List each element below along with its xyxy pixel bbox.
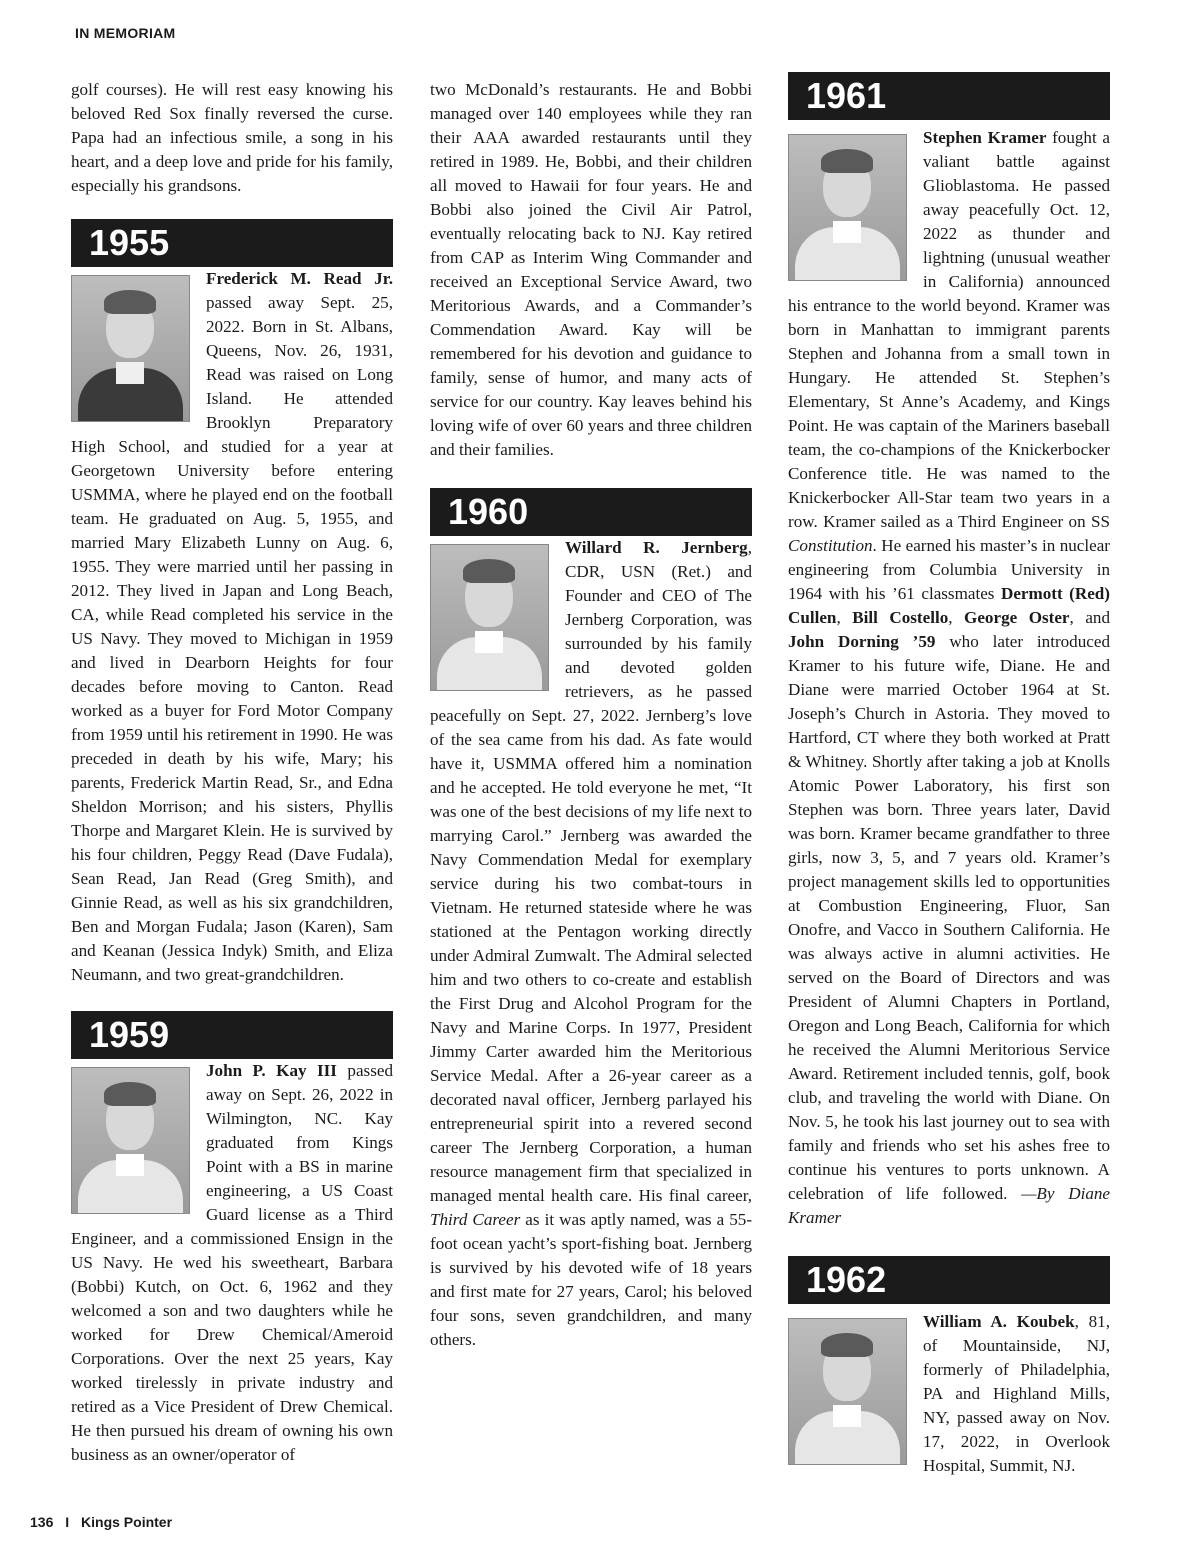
- footer-separator: I: [65, 1514, 70, 1530]
- year-banner-1961: 1961: [788, 72, 1110, 120]
- portrait-stephen-kramer: [788, 134, 907, 281]
- name-willard-jernberg: Willard R. Jernberg: [565, 538, 748, 557]
- byline: —By Diane Kramer: [788, 1184, 1111, 1227]
- page-number: 136: [30, 1514, 54, 1530]
- obituary-jernberg: Willard R. Jernberg, CDR, USN (Ret.) and Founder and CEO of The Jernberg Corporation, was surrounded by his family and devoted golden retrievers, as he passed peacefully on Sept. 27, 2022. Jernberg’s love of the sea came from his dad. As fate would have it, USMMA offered him a nomination and he accepted. He told everyone he met, “It was one of the best decisions of my life next to marrying Carol.” Jernberg was awarded the Navy Commendation Medal for exemplary service during his two combat-tours in Vietnam. He returned stateside where he was stationed at the Pentagon working directly under Admiral Zumwalt. The Admiral selected him and two others to co-create and establish the First Drug and Alcohol Program for the Navy and Marine Corps. In 1977, President Jimmy Carter awarded him the Meritorious Service Medal. After a 26-year career as a decorated naval officer, Jernberg parlayed his entrepreneurial spirit into a revered second career The Jernberg Corporation, a human resource management firm that specialized in managed mental health care. His final career, Third Career as it was aptly named, was a 55-foot ocean yacht’s sport-fishing boat. Jernberg is survived by his devoted wife of 18 years and first mate for 27 years, Carol; his beloved four sons, seven grandchildren, and many others.: [430, 538, 753, 1349]
- year-banner-1962: 1962: [788, 1256, 1110, 1304]
- year-banner-1959: 1959: [71, 1011, 393, 1059]
- page-footer: [30, 1514, 172, 1530]
- portrait-willard-jernberg: [430, 544, 549, 691]
- portrait-frederick-read: [71, 275, 190, 422]
- column-3: [788, 72, 1110, 1478]
- portrait-john-kay: [71, 1067, 190, 1214]
- portrait-william-koubek: [788, 1318, 907, 1465]
- name-william-koubek: William A. Koubek: [923, 1312, 1075, 1331]
- name-john-kay: John P. Kay III: [206, 1061, 337, 1080]
- obituary-kay-continued: two McDonald’s restaurants. He and Bobbi managed over 140 employees while they ran their AAA awarded restaurants until they retired in 1989. He, Bobbi, and their children all moved to Hawaii for four years. He and Bobbi also joined the Civil Air Patrol, eventually relocating back to NJ. Kay retired from CAP as Interim Wing Commander and received an Exceptional Service Award, two Meritorious Awards, and a Commander’s Commendation Award. Kay will be remembered for his devotion and guidance to family, sense of humor, and many acts of service for our country. Kay leaves behind his loving wife of over 60 years and three children and their families.: [430, 80, 752, 459]
- year-banner-1955: 1955: [71, 219, 393, 267]
- obituary-koubek: William A. Koubek, 81, of Mountainside, NJ, formerly of Philadelphia, PA and Highland Mills, NY, passed away on Nov. 17, 2022, in Overlook Hospital, Summit, NJ.: [923, 1312, 1110, 1475]
- column-2: [430, 78, 752, 1352]
- column-1: [71, 78, 393, 1467]
- publication-name: Kings Pointer: [81, 1514, 173, 1530]
- name-frederick-read: Frederick M. Read Jr.: [206, 269, 393, 288]
- name-stephen-kramer: Stephen Kramer: [923, 128, 1047, 147]
- read-intro-continued: golf courses). He will rest easy knowing his beloved Red Sox finally reversed the curse. Papa had an infectious smile, a song in his heart, and a deep love and pride for his family, especially his grandsons.: [71, 80, 393, 195]
- section-label: IN MEMORIAM: [75, 25, 176, 41]
- obituary-read: Frederick M. Read Jr. passed away Sept. 25, 2022. Born in St. Albans, Queens, Nov. 26, 1931, Read was raised on Long Island. He attended Brooklyn Preparatory High School, and studied for a year at Georgetown University before entering USMMA, where he played end on the football team. He graduated on Aug. 5, 1955, and married Mary Elizabeth Lunny on Aug. 6, 1955. They were married until her passing in 2012. They lived in Japan and Long Beach, CA, while Read completed his service in the US Navy. They moved to Michigan in 1959 and lived in Dearborn Heights for four decades before moving to Canton. Read worked as a buyer for Ford Motor Company from 1959 until his retirement in 1990. He was preceded in death by his wife, Mary; his parents, Frederick Martin Read, Sr., and Edna Sheldon Morrison; and his sisters, Phyllis Thorpe and Margaret Klein. He is survived by his four children, Peggy Read (Dave Fudala), Sean Read, Jan Read (Greg Smith), and Ginnie Read, as well as his six grandchildren, Ben and Morgan Fudala; Jason (Karen), Sam and Keanan (Jessica Indyk) Smith, and Eliza Neumann, and two great-grandchildren.: [71, 269, 393, 984]
- obituary-kramer: Stephen Kramer fought a valiant battle against Glioblastoma. He passed away peacefully Oct. 12, 2022 as thunder and lightning (unusual weather in California) announced his entrance to the world beyond. Kramer was born in Manhattan to immigrant parents Stephen and Johanna from a small town in Hungary. He attended St. Stephen’s Elementary, St Anne’s Academy, and Kings Point. He was captain of the Mariners baseball team, the co-champions of the Knickerbocker Conference title. He was named to the Knickerbocker All-Star team two years in a row. Kramer sailed as a Third Engineer on SS Constitution. He earned his master’s in nuclear engineering from Columbia University in 1964 with his ’61 classmates Dermott (Red) Cullen, Bill Costello, George Oster, and John Dorning ’59 who later introduced Kramer to his future wife, Diane. He and Diane were married October 1964 at St. Joseph’s Church in Astoria. They moved to Hartford, CT where they both worked at Pratt & Whitney. Shortly after taking a job at Knolls Atomic Power Laboratory, his first son Stephen was born. Three years later, David was born. Kramer became grandfather to three girls, now 3, 5, and 7 years old. Kramer’s project management skills led to opportunities at Combustion Engineering, Fluor, San Onofre, and Vacco in Southern California. He was always active in alumni activities. He served on the Board of Directors and was President of Alumni Chapters in Portland, Oregon and Long Beach, California for which he received the Alumni Meritorious Service Award. Retirement included tennis, golf, book club, and traveling the world with Diane. On Nov. 5, he took his last journey out to sea with family and friends who set his ashes free to continue his ventures to ports unknown. A celebration of life followed. —By Diane Kramer: [788, 128, 1111, 1227]
- obituary-kay: John P. Kay III passed away on Sept. 26, 2022 in Wilmington, NC. Kay graduated from Kings Point with a BS in marine engineering, a US Coast Guard license as a Third Engineer, and a commissioned Ensign in the US Navy. He wed his sweetheart, Barbara (Bobbi) Kutch, on Oct. 6, 1962 and they welcomed a son and two daughters while he worked for Drew Chemical/Ameroid Corporations. Over the next 25 years, Kay worked tirelessly in private industry and retired as a Vice President of Drew Chemical. He then pursued his dream of owning his own business as an owner/operator of: [71, 1061, 393, 1464]
- year-banner-1960: 1960: [430, 488, 752, 536]
